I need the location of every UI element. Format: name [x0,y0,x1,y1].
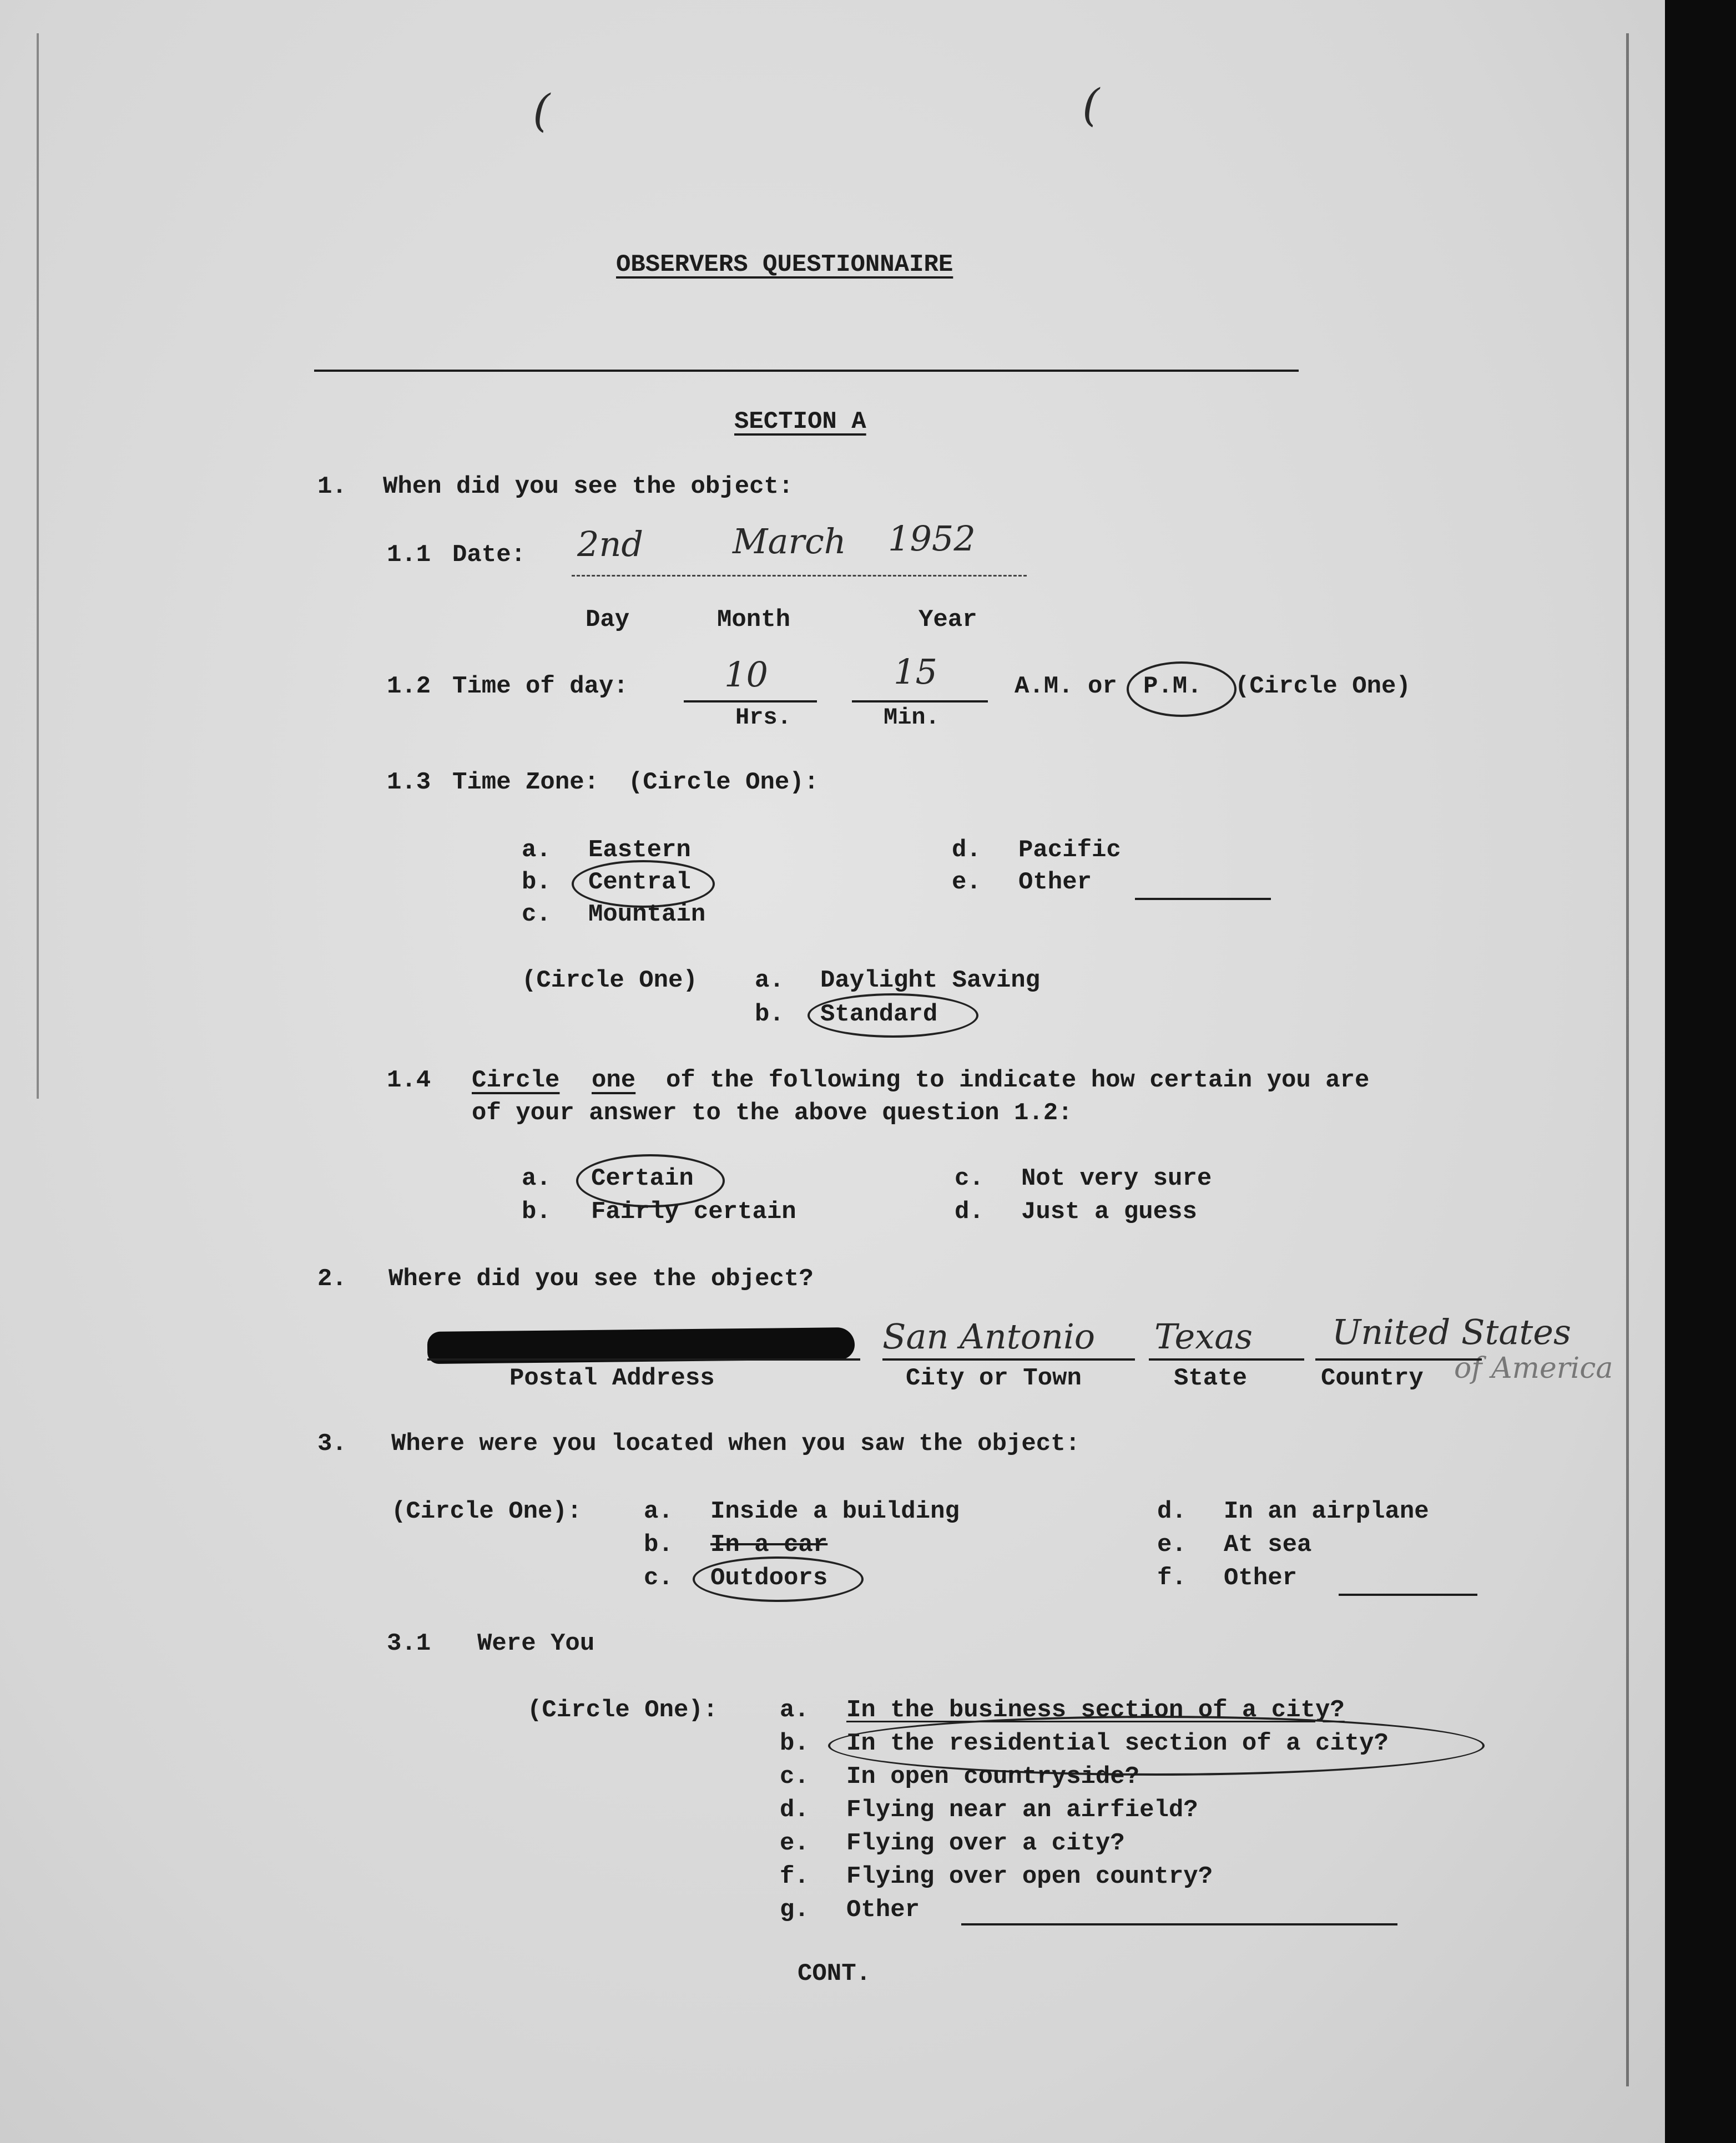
date-day-value: 2nd [577,524,644,564]
tz-option-eastern: Eastern [588,836,691,864]
q3-1-instruction: (Circle One): [527,1696,718,1724]
date-label: Date: [452,541,526,569]
loc-letter-a: a. [644,1498,673,1525]
area-letter-a: a. [780,1696,809,1724]
loc-option-other: Other [1224,1564,1298,1592]
certainty-line1: of the following to indicate how certain you are [666,1067,1370,1094]
saving-letter-a: a. [755,967,784,994]
time-hours-value: 10 [724,654,768,695]
city-town-label: City or Town [906,1364,1082,1392]
area-option-other: Other [846,1896,920,1924]
day-label: Day [586,606,630,634]
loc-other-line [1339,1594,1477,1596]
page-crease-right [1626,33,1629,2086]
standard-circle-mark [808,993,978,1038]
tz-letter-c: c. [522,901,551,928]
cert-option-not-very-sure: Not very sure [1021,1165,1212,1192]
postal-address-label: Postal Address [509,1364,715,1392]
time-zone-label: Time Zone: (Circle One): [452,769,819,796]
continued-footer: CONT. [798,1960,871,1988]
stray-mark: ( [533,85,551,137]
loc-option-inside-building: Inside a building [710,1498,960,1525]
tz-option-other: Other [1018,868,1092,896]
cert-letter-a: a. [522,1165,551,1192]
city-line [882,1358,1135,1361]
area-letter-c: c. [780,1763,809,1791]
certainty-one-word: one [592,1067,636,1094]
page-title: OBSERVERS QUESTIONNAIRE [616,251,953,279]
cert-letter-b: b. [522,1198,551,1226]
q1-3-number: 1.3 [387,769,431,796]
pm-option: P.M. [1143,673,1202,700]
tz-letter-b: b. [522,868,551,896]
area-letter-e: e. [780,1829,809,1857]
q3-instruction: (Circle One): [391,1498,582,1525]
minutes-line [852,700,988,702]
saving-option-daylight: Daylight Saving [820,967,1041,994]
q1-1-number: 1.1 [387,541,431,569]
state-label: State [1174,1364,1248,1392]
loc-option-airplane: In an airplane [1224,1498,1429,1525]
loc-option-in-car: In a car [710,1531,828,1559]
page-crease-left [37,33,39,1099]
am-or-text: A.M. or [1015,673,1117,700]
pm-circle-mark [1127,661,1237,717]
section-heading: SECTION A [734,408,866,436]
loc-letter-c: c. [644,1564,673,1592]
city-value: San Antonio [882,1316,1096,1357]
cert-letter-d: d. [955,1198,984,1226]
q3-number: 3. [317,1430,347,1458]
country-value: United States [1332,1312,1571,1352]
loc-option-outdoors: Outdoors [710,1564,828,1592]
country-line [1315,1358,1482,1361]
postal-line [427,1358,860,1361]
area-letter-f: f. [780,1863,809,1891]
area-option-residential: In the residential section of a city? [846,1730,1389,1757]
saving-option-standard: Standard [820,1000,938,1028]
tz-letter-a: a. [522,836,551,864]
area-option-near-airfield: Flying near an airfield? [846,1796,1198,1824]
area-other-line [961,1923,1397,1925]
tz-option-central: Central [588,868,691,896]
saving-instruction: (Circle One) [522,967,698,994]
time-minutes-value: 15 [894,651,937,692]
loc-letter-d: d. [1157,1498,1187,1525]
loc-letter-f: f. [1157,1564,1187,1592]
area-option-over-city: Flying over a city? [846,1829,1125,1857]
hours-line [684,700,817,702]
tz-letter-e: e. [952,868,981,896]
date-year-value: 1952 [888,518,976,559]
were-you-label: Were You [477,1630,595,1657]
loc-letter-b: b. [644,1531,673,1559]
loc-option-at-sea: At sea [1224,1531,1312,1559]
q1-number: 1. [317,473,347,501]
q3-1-number: 3.1 [387,1630,431,1657]
time-circle-instruction: (Circle One) [1235,673,1411,700]
country-label: Country [1321,1364,1424,1392]
tz-letter-d: d. [952,836,981,864]
q1-text: When did you see the object: [383,473,794,501]
cert-option-certain: Certain [591,1165,694,1192]
area-option-countryside: In open countryside? [846,1763,1140,1791]
q2-number: 2. [317,1265,347,1293]
tz-option-pacific: Pacific [1018,836,1121,864]
date-month-value: March [733,521,846,562]
month-label: Month [717,606,791,634]
stray-mark: ( [1082,79,1100,131]
q3-text: Where were you located when you saw the object: [391,1430,1081,1458]
hrs-label: Hrs. [735,704,791,731]
q1-4-number: 1.4 [387,1067,431,1094]
tz-option-mountain: Mountain [588,901,706,928]
saving-letter-b: b. [755,1000,784,1028]
tz-other-line [1135,898,1271,900]
outdoors-circle-mark [693,1556,864,1602]
date-answer-line [572,575,1027,577]
cert-option-fairly-certain: Fairly certain [591,1198,796,1226]
area-letter-g: g. [780,1896,809,1924]
cert-letter-c: c. [955,1165,984,1192]
state-line [1149,1358,1304,1361]
loc-letter-e: e. [1157,1531,1187,1559]
certainty-line2: of your answer to the above question 1.2: [472,1099,1073,1127]
area-letter-d: d. [780,1796,809,1824]
divider-line [314,370,1299,372]
certainty-circle-word: Circle [472,1067,560,1094]
area-option-business: In the business section of a city? [846,1696,1345,1724]
min-label: Min. [884,704,940,731]
country-value-continued: of America [1454,1352,1613,1385]
area-option-over-open-country: Flying over open country? [846,1863,1213,1891]
year-label: Year [919,606,977,634]
area-letter-b: b. [780,1730,809,1757]
q2-text: Where did you see the object? [388,1265,814,1293]
cert-option-just-a-guess: Just a guess [1021,1198,1197,1226]
time-of-day-label: Time of day: [452,673,628,700]
q1-2-number: 1.2 [387,673,431,700]
state-value: Texas [1154,1316,1253,1357]
